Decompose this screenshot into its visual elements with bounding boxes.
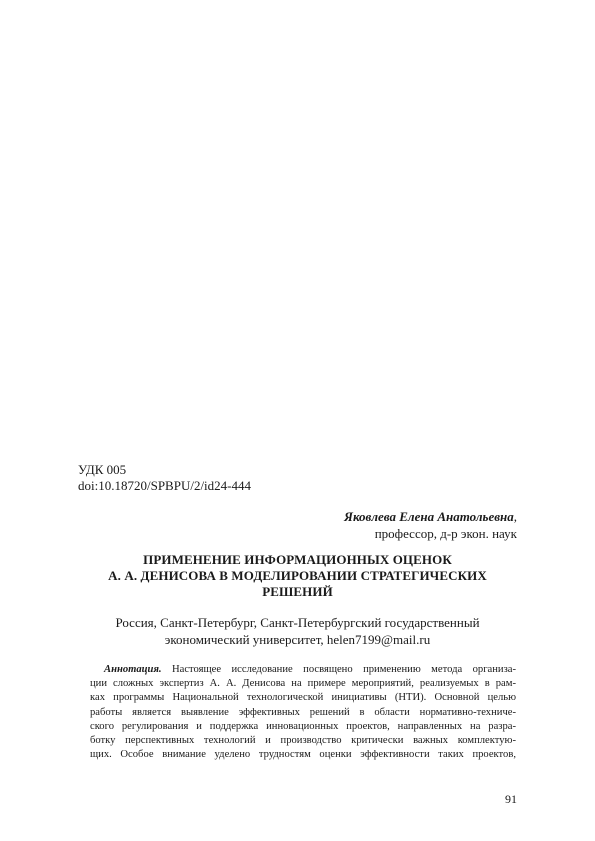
author-line bbox=[344, 508, 517, 525]
title-line: РЕШЕНИЙ bbox=[262, 584, 333, 599]
affiliation-line: Россия, Санкт-Петербург, Санкт-Петербургский государственный bbox=[115, 615, 480, 630]
author-comma: , bbox=[513, 509, 517, 524]
abstract-line bbox=[90, 663, 516, 677]
affiliation bbox=[78, 614, 517, 648]
title-line: А. А. ДЕНИСОВА В МОДЕЛИРОВАНИИ СТРАТЕГИЧЕСКИХ bbox=[108, 568, 487, 583]
page-number: 91 bbox=[505, 792, 517, 806]
abstract-text: Настоящее исследование посвящено применению метода организа- bbox=[161, 664, 516, 675]
abstract-line: ботку перспективных технологий и производство критически важных комплектую- bbox=[90, 734, 516, 746]
udc-code: УДК 005 bbox=[78, 462, 127, 477]
article-title bbox=[78, 552, 517, 600]
author-position: профессор, д-р экон. наук bbox=[374, 526, 517, 541]
abstract-label: Аннотация. bbox=[104, 664, 162, 675]
author-name: Яковлева Елена Анатольевна bbox=[343, 509, 514, 524]
abstract-line: ского регулирования и поддержка инновационных проектов, направленных на разра- bbox=[90, 720, 516, 732]
abstract-line: щих. Особое внимание уделено трудностям оценки эффективности таких проектов, bbox=[90, 749, 516, 761]
author-block bbox=[344, 508, 517, 542]
abstract bbox=[90, 663, 516, 762]
abstract-line: ции сложных экспертиз А. А. Денисова на примере мероприятий, реализуемых в рам- bbox=[90, 678, 516, 690]
title-line: ПРИМЕНЕНИЕ ИНФОРМАЦИОННЫХ ОЦЕНОК bbox=[143, 552, 452, 567]
doi-identifier: doi:10.18720/SPBPU/2/id24-444 bbox=[78, 478, 251, 493]
article-metadata bbox=[78, 462, 251, 494]
abstract-line: работы является выявление эффективных решений в области нормативно-техниче- bbox=[90, 706, 516, 718]
abstract-line: ках программы Национальной технологической инициативы (НТИ). Основной целью bbox=[90, 692, 516, 704]
affiliation-line: экономический университет, helen7199@mail.ru bbox=[164, 632, 431, 647]
